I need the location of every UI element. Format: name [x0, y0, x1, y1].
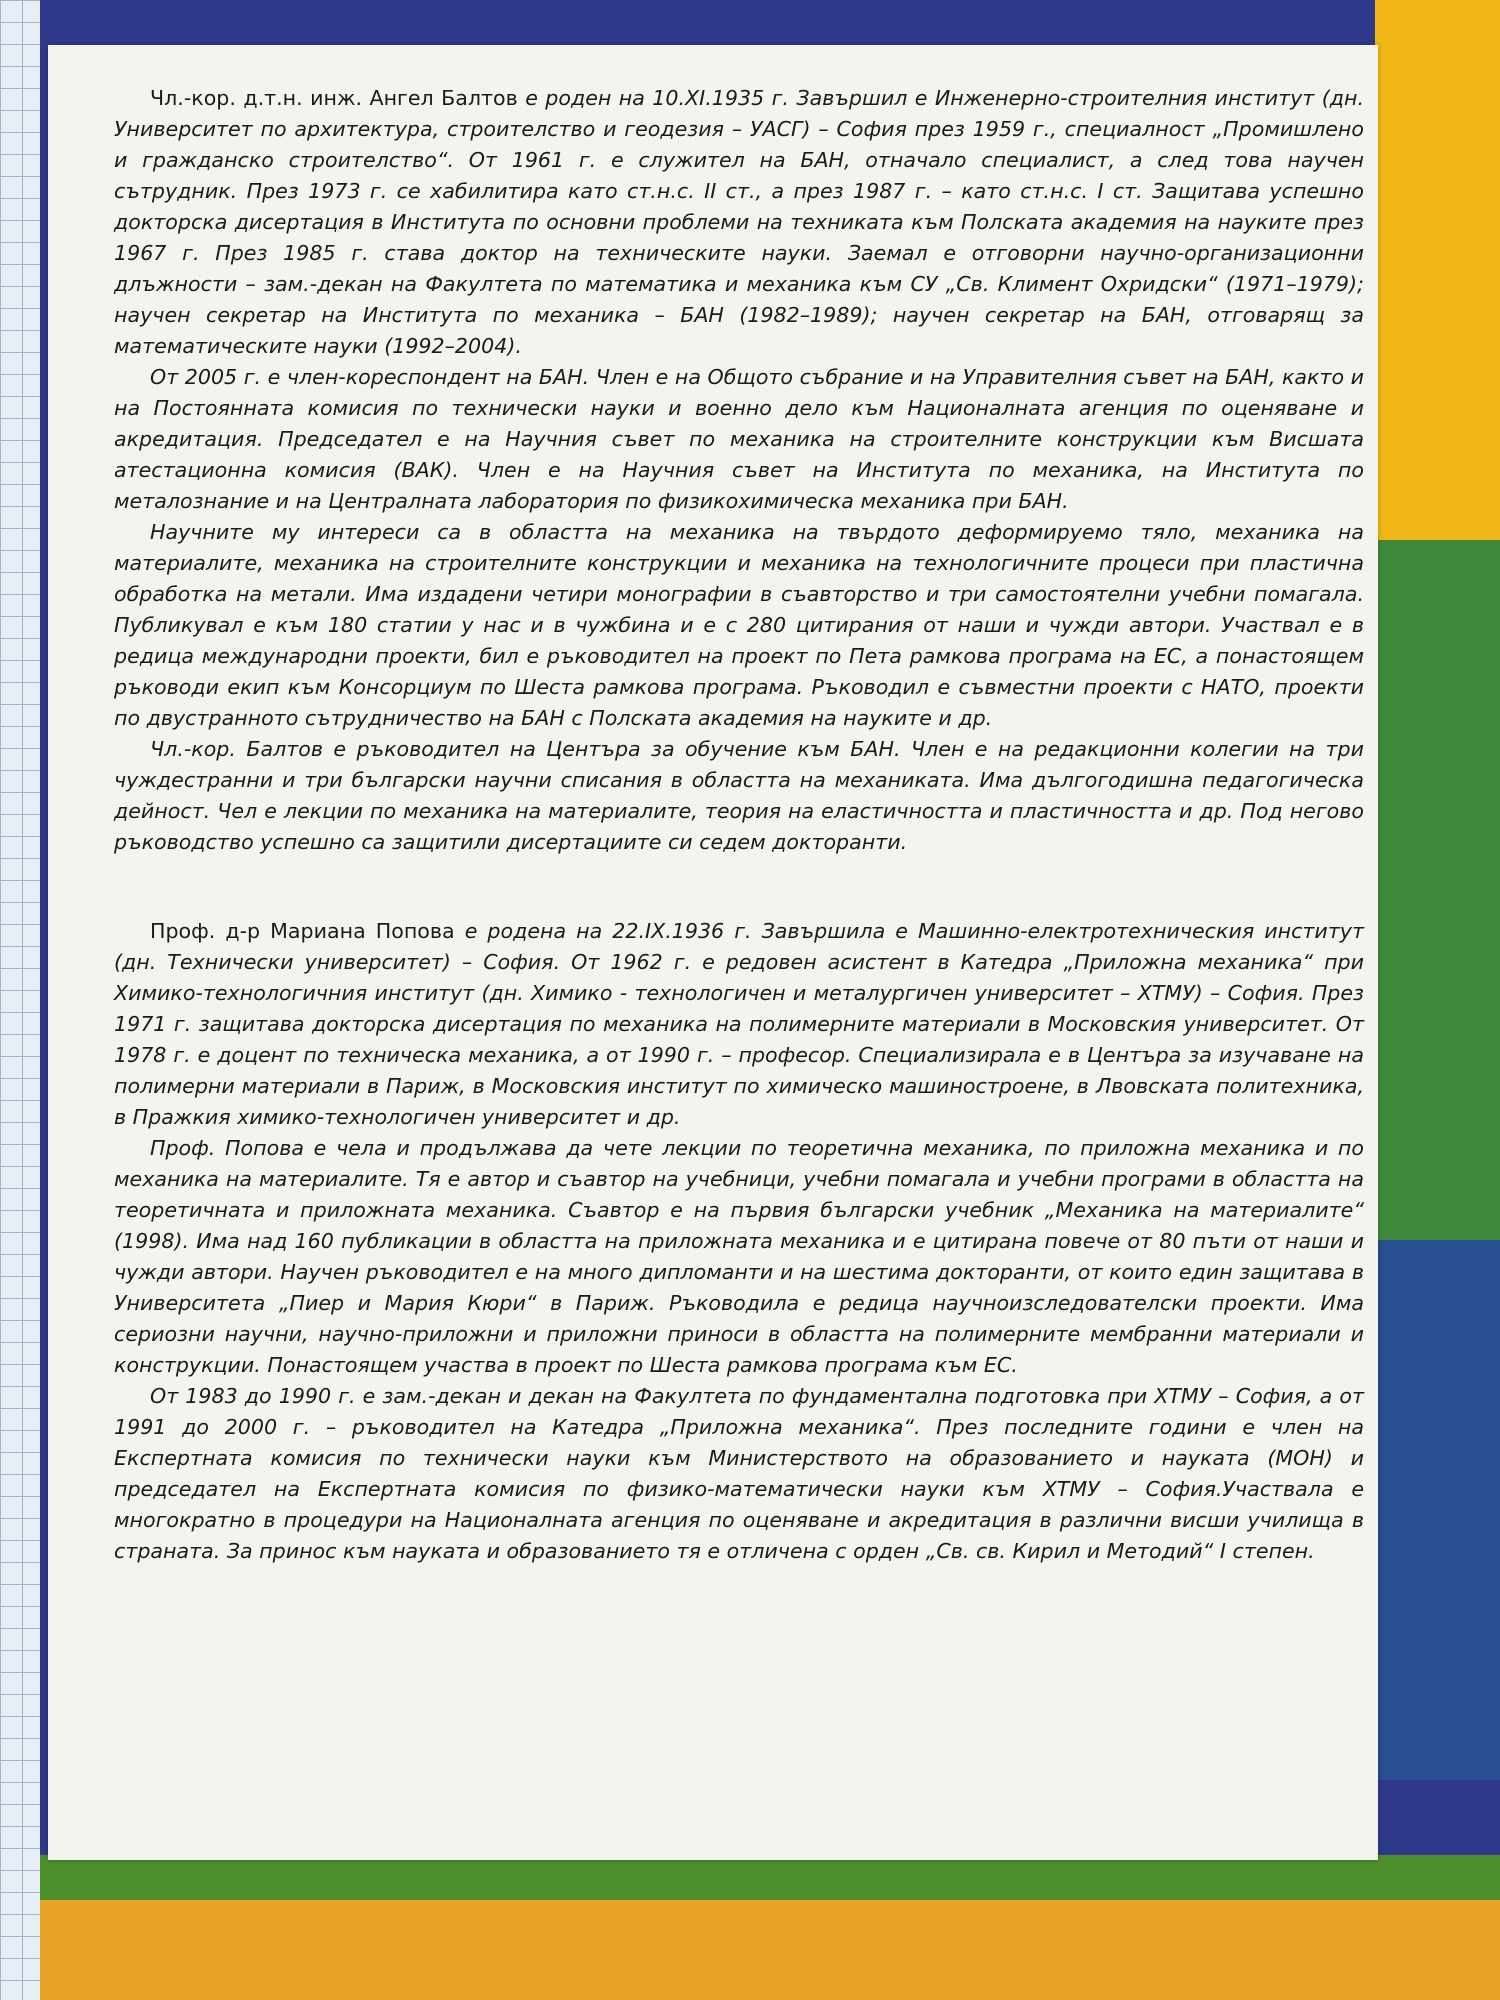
paragraph	[114, 83, 1364, 362]
page-text	[114, 83, 1364, 1567]
cover-blue-band	[1375, 1240, 1500, 1780]
paragraph	[114, 916, 1364, 1133]
bio-popova	[114, 916, 1364, 1567]
cover-bottom-green-band	[40, 1855, 1500, 1900]
paragraph: Чл.-кор. Балтов е ръководител на Центъра за обучение към БАН. Член е на редакционни колегии на три чуждестранни и три български научни списания в областта на механиката. Има дългогодишна педагогическа дейност. Чел е лекции по механика на материалите, теория на еластичността и пластичността и др. Под негово ръководство успешно са защитили дисертациите си седем докторанти.	[114, 737, 1364, 854]
cover-yellow-band	[1375, 0, 1500, 540]
paragraph: Научните му интереси са в областта на механика на твърдото деформируемо тяло, механика на материалите, механика на строителните конструкции и механика на технологичните процеси при пластична обработка на метали. Има издадени четири монографии в съавторство и три самостоятелни учебни помагала. Публикувал е към 180 статии у нас и в чужбина и е с 280 цитирания от наши и чужди автори. Участвал е в редица международни проекти, бил е ръководител на проект по Пета рамкова програма на ЕС, а понастоящем ръководи екип към Консорциум по Шеста рамкова програма. Ръководил е съвместни проекти с НАТО, проекти по двустранното сътрудничество на БАН с Полската академия на науките и др.	[114, 520, 1364, 730]
cover-bottom-orange-band	[40, 1900, 1500, 2000]
section-spacer	[114, 858, 1364, 916]
bio-baltov	[114, 83, 1364, 858]
paragraph-text: е родена на 22.IX.1936 г. Завършила е Машинно-електротехническия институт (дн. Технически университет) – София. От 1962 г. е редовен асистент в Катедра „Приложна механика“ при Химико-технологичния институт (дн. Химико - технологичен и металургичен университет – ХТМУ) – София. През 1971 г. защитава докторска дисертация по механика на полимерните материали в Московския университет. От 1978 г. е доцент по техническа механика, а от 1990 г. – професор. Специализирала е в Центъра за изучаване на полимерни материали в Париж, в Московския институт по химическо машиностроене, в Лвовската политехника, в Пражкия химико-технологичен университет и др.	[114, 919, 1364, 1129]
cover-green-band	[1375, 540, 1500, 1240]
paragraph: От 2005 г. е член-кореспондент на БАН. Член е на Общото събрание и на Управителния съвет на БАН, както и на Постоянната комисия по технически науки и военно дело към Националната агенция по оценяване и акредитация. Председател е на Научния съвет по механика на строителните конструкции към Висшата атестационна комисия (ВАК). Член е на Научния съвет на Института по механика, на Института по металознание и на Централната лаборатория по физикохимическа механика при БАН.	[114, 365, 1364, 513]
paragraph-text: е роден на 10.XI.1935 г. Завършил е Инженерно-строителния институт (дн. Университет по архитектура, строителство и геодезия – УАСГ) – София през 1959 г., специалност „Промишлено и гражданско строителство“. От 1961 г. е служител на БАН, отначало специалист, а след това научен сътрудник. През 1973 г. се хабилитира като ст.н.с. II ст., а през 1987 г. – като ст.н.с. I ст. Защитава успешно докторска дисертация в Института по основни проблеми на техниката към Полската академия на науките през 1967 г. През 1985 г. става доктор на техническите науки. Заемал е отговорни научно-организационни длъжности – зам.-декан на Факултета по математика и механика към СУ „Св. Климент Охридски“ (1971–1979); научен секретар на Института по механика – БАН (1982–1989); научен секретар на БАН, отговарящ за математическите науки (1992–2004).	[114, 86, 1364, 358]
bio-name: Чл.-кор. д.т.н. инж. Ангел Балтов	[150, 86, 518, 110]
bio-name: Проф. д-р Мариана Попова	[150, 919, 455, 943]
printed-page	[48, 45, 1378, 1860]
paragraph: Проф. Попова е чела и продължава да чете лекции по теоретична механика, по приложна механика и по механика на материалите. Тя е автор и съавтор на учебници, учебни помагала и учебни програми в областта на теоретичната и приложната механика. Съавтор е на първия български учебник „Механика на материалите“ (1998). Има над 160 публикации в областта на приложната механика и е цитирана повече от 80 пъти от наши и чужди автори. Научен ръководител е на много дипломанти и на шестима докторанти, от които един защитава в Университета „Пиер и Мария Кюри“ в Париж. Ръководила е редица научноизследователски проекти. Има сериозни научни, научно-приложни и приложни приноси в областта на полимерните мембранни материали и конструкции. Понастоящем участва в проект по Шеста рамкова програма към ЕС.	[114, 1136, 1364, 1377]
paragraph: От 1983 до 1990 г. е зам.-декан и декан на Факултета по фундаментална подготовка при ХТМУ – София, а от 1991 до 2000 г. – ръководител на Катедра „Приложна механика“. През последните години е член на Експертната комисия по технически науки към Министерството на образованието и науката (МОН) и председател на Експертната комисия по физико-математически науки към ХТМУ – София.Участвала е многократно в процедури на Националната агенция по оценяване и акредитация в различни висши училища в страната. За принос към науката и образованието тя е отличена с орден „Св. св. Кирил и Методий“ I степен.	[114, 1384, 1364, 1563]
